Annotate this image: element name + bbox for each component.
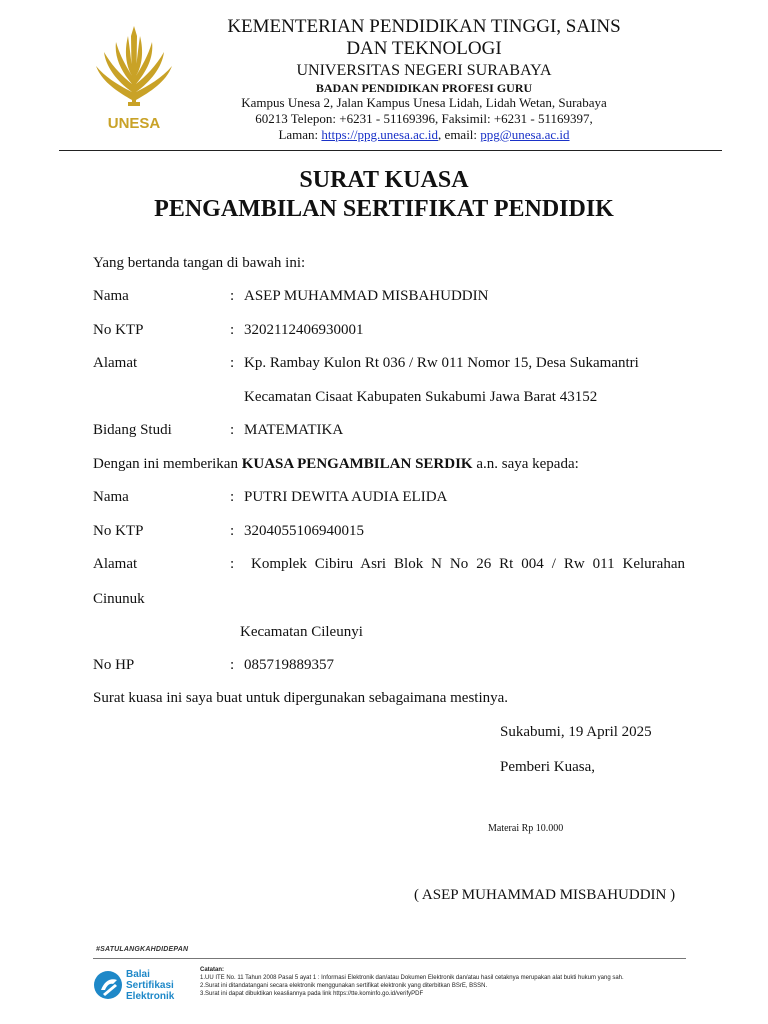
field-of-study: MATEMATIKA [244, 422, 344, 438]
unesa-logo [88, 22, 180, 134]
grantor-ktp-label: No KTP [93, 322, 144, 338]
colon: : [230, 322, 235, 338]
field-of-study-label: Bidang Studi [93, 422, 172, 438]
footer-divider [93, 958, 686, 959]
grant-statement [93, 455, 579, 473]
note-3: 3.Surat ini dapat dibuktikan keasliannya pada link https://tte.kominfo.go.id/verifyPDF [200, 991, 424, 997]
bse-line-3: Elektronik [126, 991, 175, 1002]
grantee-address-label: Alamat [93, 556, 138, 572]
grantor-name-label: Nama [93, 288, 129, 304]
colon: : [230, 489, 235, 505]
grantee-name-label: Nama [93, 489, 129, 505]
grantee-ktp-label: No KTP [93, 523, 144, 539]
signer-name: ( ASEP MUHAMMAD MISBAHUDDIN ) [414, 887, 676, 903]
footer-notes [200, 966, 624, 998]
grant-pre: Dengan ini memberikan [93, 456, 238, 472]
grantor-address-label: Alamat [93, 355, 138, 371]
ministry-name: KEMENTERIAN PENDIDIKAN TINGGI, SAINS [227, 16, 621, 37]
bse-logo [93, 966, 201, 1006]
email-link[interactable]: ppg@unesa.ac.id [480, 127, 570, 142]
ministry-name-2: DAN TEKNOLOGI [346, 38, 502, 59]
laman-label: Laman: [278, 127, 319, 142]
logo-text: UNESA [107, 115, 161, 132]
colon: : [230, 523, 235, 539]
email-label: , email: [438, 127, 478, 142]
grantee-ktp: 3204055106940015 [244, 523, 364, 539]
grantor-name: ASEP MUHAMMAD MISBAHUDDIN [244, 288, 489, 304]
note-2: 2.Surat ini ditandatangani secara elektronik menggunakan sertifikat elektronik yang diterbitkan BSrE, BSSN. [200, 983, 488, 989]
grantor-address-2: Kecamatan Cisaat Kabupaten Sukabumi Jawa Barat 43152 [244, 389, 598, 405]
grantee-address-2: Kecamatan Cileunyi [240, 624, 363, 640]
document-title [0, 166, 768, 224]
address-line-1: Kampus Unesa 2, Jalan Kampus Unesa Lidah, Lidah Wetan, Surabaya [241, 95, 607, 110]
place-date: Sukabumi, 19 April 2025 [500, 724, 652, 740]
grant-post: a.n. saya kepada: [476, 456, 579, 472]
university-name: UNIVERSITAS NEGERI SURABAYA [296, 62, 552, 79]
grantee-address-1b: Cinunuk [93, 591, 145, 607]
grantor-ktp: 3202112406930001 [244, 322, 364, 338]
header-divider [59, 150, 722, 151]
address-line-2: 60213 Telepon: +6231 - 51169396, Faksimil: +6231 - 51169397, [255, 111, 593, 126]
website-link[interactable]: https://ppg.unesa.ac.id [321, 127, 439, 142]
colon: : [230, 355, 235, 371]
signer-role: Pemberi Kuasa, [500, 759, 595, 775]
notes-title: Catatan: [200, 967, 225, 973]
intro-text: Yang bertanda tangan di bawah ini: [93, 255, 306, 271]
hashtag: #SATULANGKAHDIDEPAN [96, 946, 189, 953]
colon: : [230, 288, 235, 304]
contact-line [190, 127, 658, 143]
letterhead [190, 16, 658, 143]
bse-line-2: Sertifikasi [126, 980, 174, 991]
grantee-name: PUTRI DEWITA AUDIA ELIDA [244, 489, 448, 505]
colon: : [230, 657, 235, 673]
colon: : [230, 422, 235, 438]
grantee-address-1: Komplek Cibiru Asri Blok N No 26 Rt 004 / Rw 011 Kelurahan [251, 556, 685, 572]
grant-bold: KUASA PENGAMBILAN SERDIK [241, 456, 473, 472]
grantee-phone: 085719889357 [244, 657, 334, 673]
closing-text: Surat kuasa ini saya buat untuk dipergunakan sebagaimana mestinya. [93, 690, 509, 706]
title-line-2: PENGAMBILAN SERTIFIKAT PENDIDIK [154, 196, 614, 222]
title-line-1: SURAT KUASA [299, 167, 469, 193]
agency-name: BADAN PENDIDIKAN PROFESI GURU [315, 81, 533, 95]
grantor-address-1: Kp. Rambay Kulon Rt 036 / Rw 011 Nomor 15, Desa Sukamantri [244, 355, 639, 371]
note-1: 1.UU ITE No. 11 Tahun 2008 Pasal 5 ayat 1 : Informasi Elektronik dan/atau Dokumen Elektronik dan/atau hasil cetaknya merupakan alat bukti hukum yang sah. [200, 975, 624, 981]
grantee-phone-label: No HP [93, 657, 135, 673]
bse-line-1: Balai [126, 969, 150, 980]
colon: : [230, 556, 235, 572]
stamp-duty-note: Materai Rp 10.000 [488, 823, 564, 834]
